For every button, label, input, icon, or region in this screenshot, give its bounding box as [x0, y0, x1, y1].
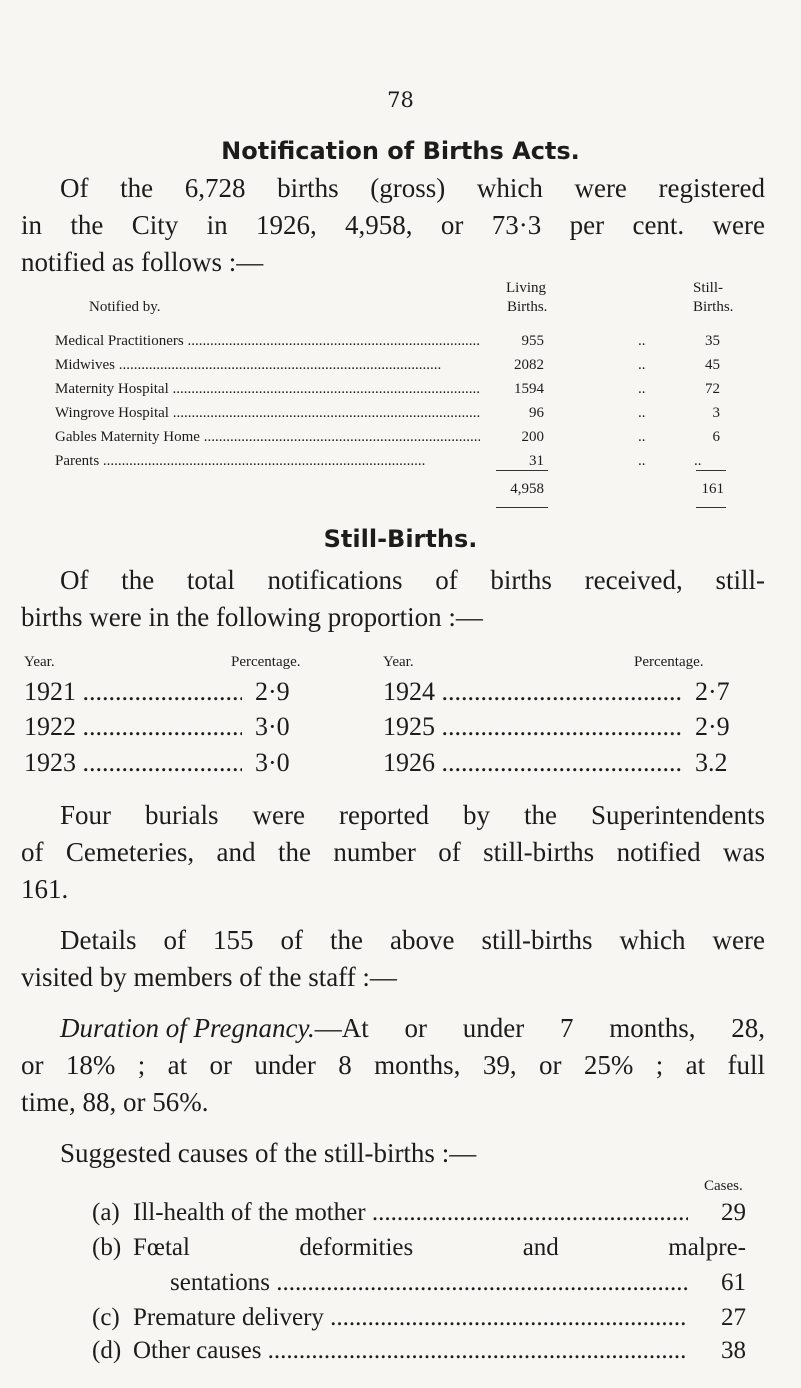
row-sep-medical: .. [638, 333, 646, 349]
details-line-1 [60, 925, 765, 956]
row-still-medical: 35 [705, 333, 720, 349]
header-year-left: Year. [24, 654, 55, 670]
cause-letter-c: (c) [92, 1304, 120, 1331]
row-living-medical: 955 [521, 333, 544, 349]
row-still-maternity: 72 [705, 381, 720, 397]
cause-cases-d: 38 [721, 1337, 746, 1364]
pct-1925: 2·9 [695, 712, 730, 741]
total-rule-living-bottom [496, 507, 548, 508]
header-pct-left: Percentage. [231, 654, 301, 670]
row-still-midwives: 45 [705, 357, 720, 373]
cause-letter-b: (b) [92, 1234, 122, 1261]
year-1923: 1923 ..... [24, 748, 242, 778]
intro-line-2-text: in the City in 1926, 4,958, or 73·3 per cent. were [21, 210, 765, 240]
heading-notification-acts: Notification of Births Acts. [221, 137, 580, 165]
year-1925: 1925 ..... [383, 712, 683, 742]
pct-1922: 3·0 [255, 712, 290, 741]
proportion-line-1-text: Of the total notifications of births received, still- [60, 565, 765, 595]
total-rule-still-bottom [696, 507, 726, 508]
heading-still-births: Still-Births. [323, 525, 478, 553]
year-1921: 1921 ..... [24, 677, 242, 707]
row-sep-gables: .. [638, 429, 646, 445]
intro-line-1-text: Of the 6,728 births (gross) which were registered [60, 173, 765, 203]
header-living-2: Births. [507, 299, 548, 315]
header-pct-right: Percentage. [634, 654, 704, 670]
intro-line-3: notified as follows :— [21, 247, 264, 277]
row-label-medical: Medical Practitioners ..... [55, 333, 480, 350]
cause-text-b-inner: Fœtal deformities and malpre- [133, 1234, 746, 1261]
cause-letter-a: (a) [92, 1199, 120, 1226]
duration-title: Duration of Pregnancy. [60, 1013, 315, 1043]
header-cases: Cases. [704, 1178, 743, 1194]
pct-1921: 2·9 [255, 677, 290, 706]
row-label-maternity: Maternity Hospital ..... [55, 381, 480, 398]
row-label-parents: Parents ..... [55, 453, 480, 470]
row-sep-maternity: .. [638, 381, 646, 397]
burials-line-2 [21, 837, 765, 868]
row-still-parents: .. [694, 453, 702, 469]
cause-cases-a: 29 [721, 1199, 746, 1226]
year-1924: 1924 ..... [383, 677, 683, 707]
cause-text-a: Ill-health of the mother ..... [133, 1199, 688, 1227]
header-still-2: Births. [693, 299, 734, 315]
duration-line-2-text: or 18% ; at or under 8 months, 39, or 25% ; at full [21, 1050, 765, 1080]
cause-text-c: Premature delivery ..... [133, 1304, 688, 1332]
cause-cases-c: 27 [721, 1304, 746, 1331]
duration-line-1 [60, 1013, 765, 1044]
proportion-line-1 [60, 565, 765, 596]
year-1922: 1922 ..... [24, 712, 242, 742]
row-label-wingrove: Wingrove Hospital ..... [55, 405, 480, 422]
cause-text-b-cont: sentations ..... [170, 1269, 688, 1297]
pct-1926: 3.2 [695, 748, 728, 777]
pct-1923: 3·0 [255, 748, 290, 777]
cause-text-b [133, 1234, 746, 1262]
header-year-right: Year. [383, 654, 414, 670]
intro-line-1 [60, 173, 765, 204]
row-sep-parents: .. [638, 453, 646, 469]
cause-cases-b: 61 [721, 1269, 746, 1296]
details-line-2: visited by members of the staff :— [21, 962, 397, 992]
total-still: 161 [701, 481, 724, 497]
duration-line-1-rest: —At or under 7 months, 28, [314, 1013, 765, 1043]
row-still-wingrove: 3 [712, 405, 720, 421]
details-line-1-text: Details of 155 of the above still-births which were [60, 925, 765, 955]
intro-line-2 [21, 210, 765, 241]
total-rule-still-top [696, 470, 726, 471]
page-number: 78 [387, 88, 414, 112]
header-still-1: Still- [693, 280, 724, 296]
burials-line-3: 161. [21, 874, 69, 904]
row-living-parents: 31 [529, 453, 544, 469]
row-sep-wingrove: .. [638, 405, 646, 421]
total-rule-living-top [496, 470, 548, 471]
pct-1924: 2·7 [695, 677, 730, 706]
proportion-line-2: births were in the following proportion :— [21, 602, 483, 632]
row-sep-midwives: .. [638, 357, 646, 373]
duration-line-3: time, 88, or 56%. [21, 1087, 209, 1117]
total-living: 4,958 [510, 481, 544, 497]
burials-line-1-text: Four burials were reported by the Superintendents [60, 800, 765, 830]
row-living-gables: 200 [521, 429, 544, 445]
row-living-wingrove: 96 [529, 405, 544, 421]
burials-line-2-text: of Cemeteries, and the number of still-births notified was [21, 837, 765, 867]
cause-text-d: Other causes ..... [133, 1337, 688, 1365]
causes-intro: Suggested causes of the still-births :— [60, 1138, 477, 1168]
row-living-maternity: 1594 [514, 381, 544, 397]
row-still-gables: 6 [712, 429, 720, 445]
header-notified-by: Notified by. [89, 299, 161, 315]
duration-line-2 [21, 1050, 765, 1081]
row-living-midwives: 2082 [514, 357, 544, 373]
burials-line-1 [60, 800, 765, 831]
cause-letter-d: (d) [92, 1337, 122, 1364]
year-1926: 1926 ..... [383, 748, 683, 778]
header-living-1: Living [506, 280, 546, 296]
row-label-gables: Gables Maternity Home ..... [55, 429, 480, 446]
row-label-midwives: Midwives ..... [55, 357, 480, 374]
